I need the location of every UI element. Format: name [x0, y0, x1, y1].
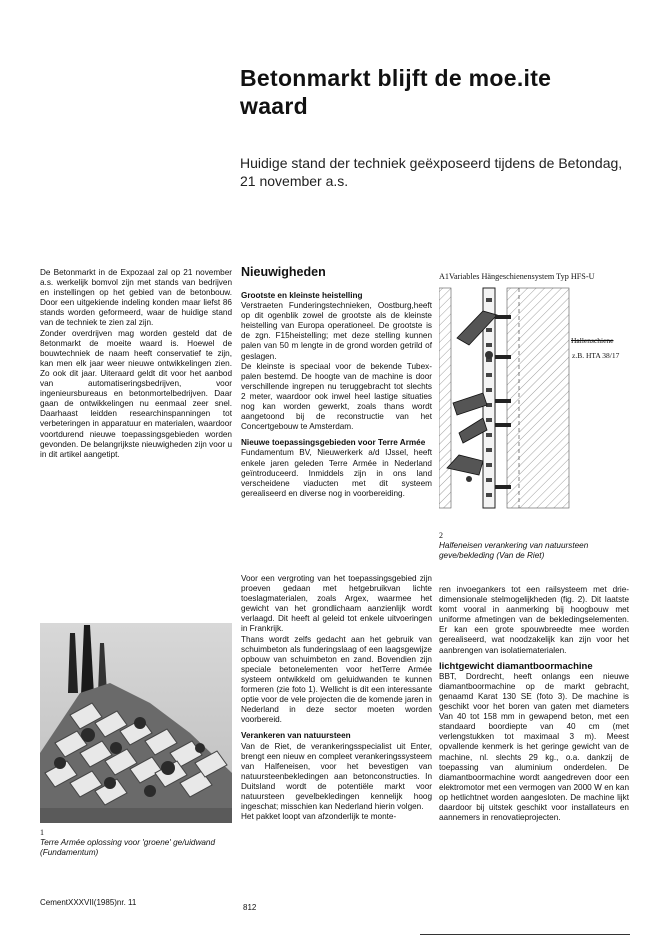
intro-paragraph: Zonder overdrijven mag worden gesteld dat de 8etonmarkt de moeite waard is. Hoewel de bouwtechniek de naam heeft conservatief te zijn, kan men elk jaar weer nieuwe ontwikkelingen zien. Zo ook dit jaar. Uiteraard geldt dit voor het aanbod van automatiseringsbedrijven, voor ingenieursbureaus en betonmortelbedrijven. Daar gaan de ontwikkelingen nu eenmaal zeer snel. Daarhaast leidden researchinspanningen tot verbeteringen in apparatuur en materialen, waardoor voortdurend nieuwe toepassingsgebieden worden gevonden. De belangrijkste nieuwigheden zijn voor u in dit artikel aangetipt.	[40, 328, 232, 459]
footer-rule	[420, 934, 630, 935]
paragraph: Van de Riet, de verankeringsspecialist uit Enter, brengt een nieuw en compleet verankeringssysteem van Halfeneisen, voor het bevestigen van natuursteenbekledingen aan betonconstructies. In Duitsland wordt de potentiële markt voor natuursteen gevelbekledingen kennelijk hoog ingeschat; misschien kan Nederland hierin volgen.	[241, 741, 432, 812]
figure1-number: 1	[40, 828, 44, 837]
figure2-number: 2	[439, 531, 443, 540]
middle-column-bottom	[241, 574, 432, 822]
paragraph: Het pakket loopt van afzonderlijk te monte-	[241, 812, 397, 822]
article-title: Betonmarkt blijft de moe.ite waard	[240, 65, 552, 119]
figure2-title: A1Variables Hängeschienensystem Typ HFS-U	[439, 272, 595, 281]
paragraph: BBT, Dordrecht, heeft onlangs een nieuwe diamantboormachine op de markt gebracht, genaamd Karat 130 SE (foto 3). De machine is geschikt voor het boren van gaten met diameters Van 40 tot 158 mm in gewapend beton, met een standaard boordiepte van 40 cm (met verlengstukken tot maximaal 3 m). Meest opvallende kenmerk is het geringe gewicht van de machine, nl. slechts 29 kg., o.a. dankzij de toepassing van aluminium onderdelen. De diamantboormachine wordt aangedreven door een elektromotor met een vermogen van 2000 W en kan op hetlichtnet worden aangesloten. De machine lijkt daardoor bij uitstek geschikt voor installateurs en aannemers in renovatieprojecten.	[439, 671, 629, 823]
paragraph: Verstraeten Funderingstechnieken, Oostburg,heeft op dit ogenblik zowel de grootste als de kleinste heistelling van Europa operationeel. De grootste is de zgn. F15heistelling; met deze stelling kunnen palen van 50 m lengte in de grond worden getrild of geslagen.	[241, 301, 432, 361]
paragraph: De kleinste is speciaal voor de bekende Tubex-palen bestemd. De hoogte van de machine is door verschillende ingrepen nu teruggebracht tot slechts 2 meter, waardoor ook inwel heel lastige situaties nog kan worden gewerkt, zoals thans wordt aangetoond bij de reconstructie van het Concertgebouw te Amsterdam.	[241, 361, 432, 432]
subheading-terre-armee: Nieuwe toepassingsgebieden voor Terre Armée	[241, 438, 426, 448]
subheading-natuursteen: Verankeren van natuursteen	[241, 731, 351, 741]
paragraph: Thans wordt zelfs gedacht aan het gebruik van schuimbeton als funderingslaag of een laagsgewijze opbouw van schuimbeton en zand. Bovendien zijn speciale betonelementen voor hetTerre Armée systeem ontwikkeld om geluidwanden te kunnen formeren (zie foto 1). Wellicht is dit een interessante optie voor de vele projecten die de komende jaren in Nederland in deze sector moeten worden voorbereid.	[241, 634, 432, 725]
paragraph: ren invoegankers tot een railsysteem met drie-dimensionale stelmogelijkheden (fig. 2). Dit laatste komt vooral in aanmerking bij hoogbouw met uniforme afmetingen van de bekledingselementen. Er kan een grote spouwbreedte mee worden gerealiseerd, wat noodzakelijk kan zijn voor het aanbrengen van isolatiematerialen.	[439, 585, 629, 655]
photo-terre-armee	[40, 623, 232, 823]
diagram-label-hta: z.B. HTA 38/17	[572, 351, 620, 360]
figure1-caption: Terre Armée oplossing voor 'groene' ge/uidwand (Fundamentum)	[40, 838, 216, 857]
figure2-caption: Halfeneisen verankering van natuursteen geve/bekleding (Van de Riet)	[439, 541, 589, 560]
right-column	[439, 585, 629, 823]
journal-footer: CementXXXVII(1985)nr. 11	[40, 898, 137, 907]
page-number: 812	[243, 903, 257, 912]
middle-column-top	[241, 291, 432, 499]
subheading-heistelling: Grootste en kleinste heistelling	[241, 291, 363, 300]
intro-column	[40, 268, 232, 460]
paragraph: Voor een vergroting van het toepassingsgebied zijn proeven gedaan met hetgebruikvan lichte toeslagmaterialen, zoals Argex, waarmee het gewicht van het grondlichaam aanzienlijk wordt verlaagd. Dit heeft al geleid tot enkele uitvoeringen in Frankrijk.	[241, 574, 432, 634]
anchoring-diagram	[439, 283, 631, 523]
figure1-caption-block	[40, 828, 232, 858]
article-subtitle: Huidige stand der techniek geëxposeerd tijdens de Betondag, 21 november a.s.	[240, 155, 623, 189]
section-heading: Nieuwigheden	[241, 265, 326, 279]
intro-paragraph: De Betonmarkt in de Expozaal zal op 21 november a.s. werkelijk bomvol zijn met stands van bedrijven en instellingen op het gebied van de betonbouw. Door een uitgekiende indeling konden maar liefst 86 stands worden geformeerd, waar de huidige stand van de techniek te zien zal zijn.	[40, 268, 232, 328]
diagram-label-hallenschiene: Hallenschiene	[571, 336, 614, 345]
paragraph: Fundamentum BV, Nieuwerkerk a/d IJssel, heeft enkele jaren geleden Terre Armée in Nederland geïntroduceerd. Inmiddels zijn in ons land verscheidene viaducten met dit systeem gerealiseerd en diverse nog in voorbereiding.	[241, 448, 432, 498]
subheading-diamantboormachine: lichtgewicht diamantboormachine	[439, 660, 593, 672]
figure2-caption-block	[439, 531, 631, 561]
